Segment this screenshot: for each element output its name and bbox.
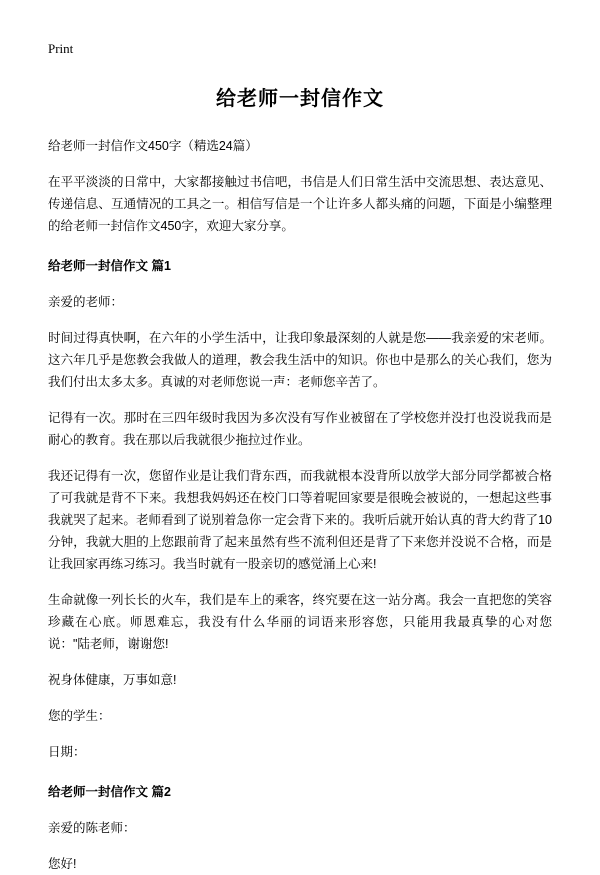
section-heading-1: 给老师一封信作文 篇1 bbox=[48, 259, 171, 273]
paragraph: 生命就像一列长长的火车，我们是车上的乘客，终究要在这一站分离。我会一直把您的笑容珍藏在心底。师恩难忘，我没有什么华丽的词语来形容您，只能用我最真挚的心对您说："陆老师，谢谢您! bbox=[48, 593, 552, 651]
paragraph: 亲爱的陈老师： bbox=[48, 821, 136, 835]
paragraph: 您的学生： bbox=[48, 709, 111, 723]
paragraph: 祝身体健康，万事如意! bbox=[48, 673, 177, 687]
paragraph: 时间过得真快啊，在六年的小学生活中，让我印象最深刻的人就是您——我亲爱的宋老师。这六年几乎是您教会我做人的道理，教会我生活中的知识。你也中是那么的关心我们，您为我们付出太多太多。真诚的对老师您说一声：老师您辛苦了。 bbox=[48, 331, 552, 389]
intro-paragraph: 在平平淡淡的日常中，大家都接触过书信吧，书信是人们日常生活中交流思想、表达意见、传递信息、互通情况的工具之一。相信写信是一个让许多人都头痛的问题，下面是小编整理的给老师一封信作文450字，欢迎大家分享。 bbox=[48, 175, 552, 233]
paragraph: 您好! bbox=[48, 857, 77, 871]
paragraph: 我还记得有一次，您留作业是让我们背东西，而我就根本没背所以放学大部分同学都被合格了可我就是背不下来。我想我妈妈还在校门口等着呢回家要是很晚会被说的，一想起这些事我就哭了起来。老师看到了说别着急你一定会背下来的。我听后就开始认真的背大约背了10分钟，我就大胆的上您跟前背了起来虽然有些不流利但还是背了下来您并没说不合格，而是让我回家再练习练习。我当时就有一股亲切的感觉涌上心来! bbox=[48, 469, 552, 571]
paragraph: 日期： bbox=[48, 745, 86, 759]
paragraph: 记得有一次。那时在三四年级时我因为多次没有写作业被留在了学校您并没打也没说我而是耐心的教育。我在那以后我就很少拖拉过作业。 bbox=[48, 411, 552, 447]
document-subtitle: 给老师一封信作文450字（精选24篇） bbox=[48, 139, 258, 153]
paragraph: 亲爱的老师： bbox=[48, 295, 124, 309]
print-link[interactable]: Print bbox=[48, 41, 74, 56]
page-title: 给老师一封信作文 bbox=[216, 88, 384, 110]
section-heading-2: 给老师一封信作文 篇2 bbox=[48, 785, 171, 799]
